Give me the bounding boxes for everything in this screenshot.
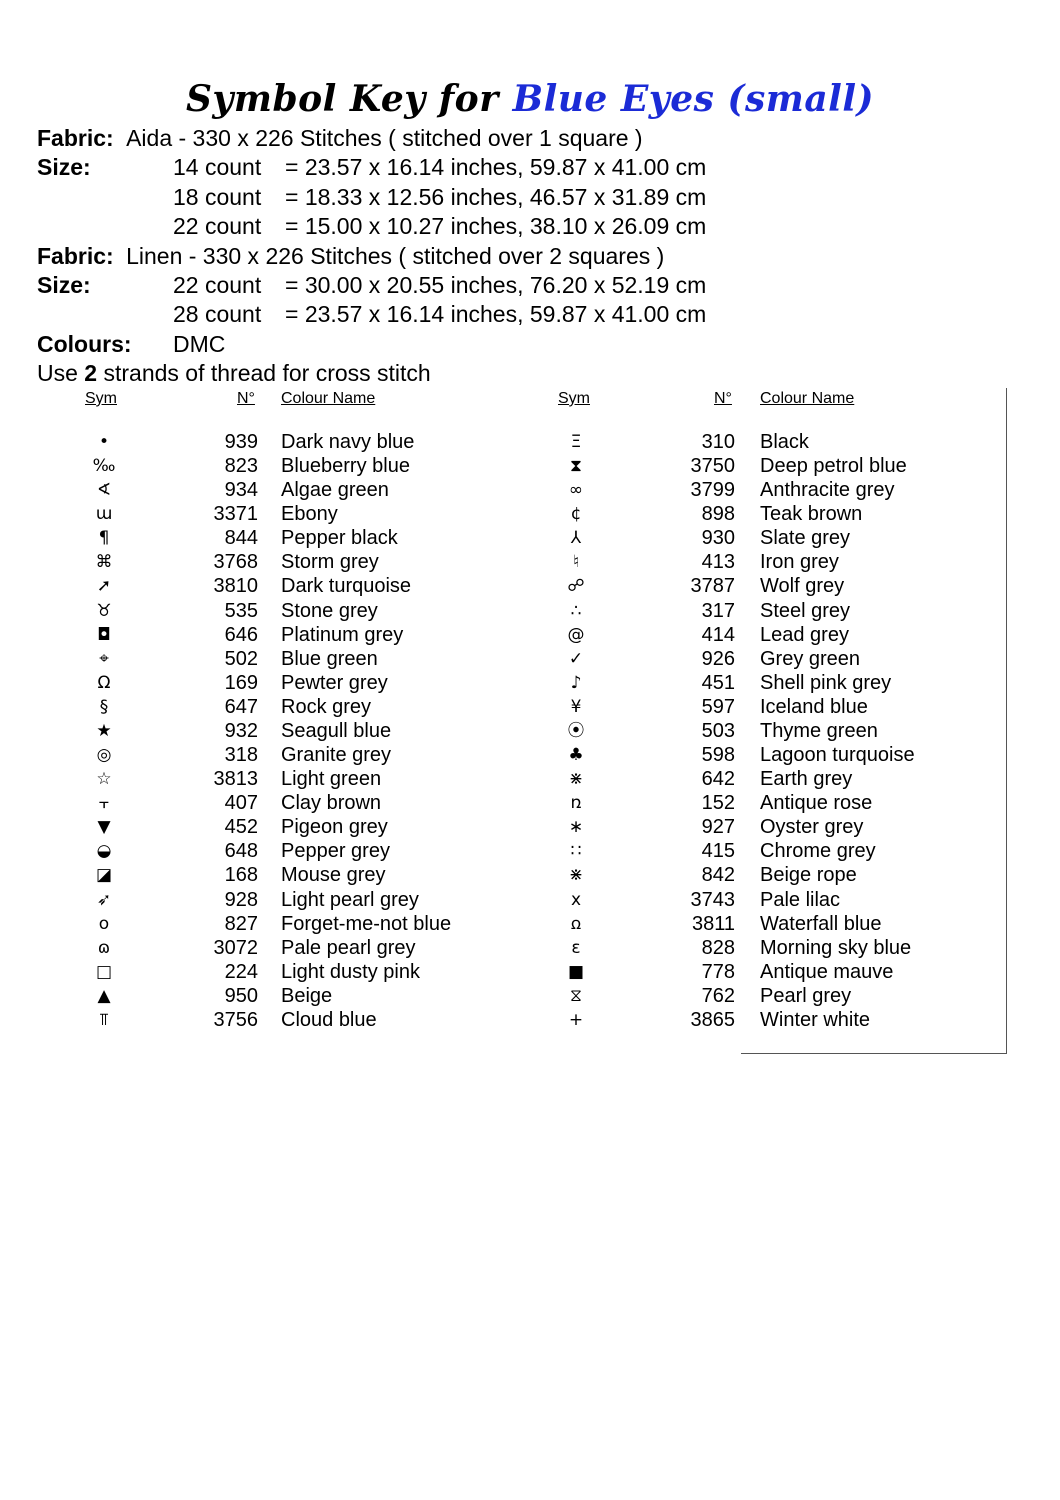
dmc-number: 415 — [701, 840, 735, 863]
colour-name: Seagull blue — [281, 719, 392, 742]
colour-row — [0, 863, 1000, 887]
header-num: N° — [714, 390, 732, 407]
colour-name: Light dusty pink — [281, 960, 420, 983]
stitch-symbol: ➚ — [96, 576, 112, 597]
table-bottom-border — [741, 1053, 1007, 1054]
stitch-symbol: ɯ — [95, 504, 113, 525]
dmc-number: 930 — [701, 527, 735, 550]
colour-row — [0, 550, 1000, 574]
strands-row — [37, 359, 664, 388]
colour-name: Blueberry blue — [281, 455, 410, 478]
colour-row — [0, 671, 1000, 695]
stitch-count: 28 count — [173, 301, 262, 328]
dmc-number: 842 — [701, 864, 735, 887]
stitch-symbol: Ω — [97, 672, 111, 693]
dmc-number: 3072 — [213, 936, 258, 959]
strands-count: 2 — [84, 360, 98, 387]
colour-row — [0, 502, 1000, 526]
colour-name: Slate grey — [760, 527, 851, 550]
colour-row — [0, 719, 1000, 743]
colour-name: Pepper black — [281, 527, 398, 550]
stitch-symbol: ⅄ — [570, 528, 582, 549]
stitch-symbol: ☆ — [96, 769, 112, 790]
colour-name: Beige rope — [760, 864, 857, 887]
colour-row — [0, 647, 1000, 671]
size-row — [37, 183, 707, 212]
dmc-number: 598 — [701, 744, 735, 767]
dmc-number: 597 — [701, 695, 735, 718]
colour-row — [0, 767, 1000, 791]
dmc-number: 152 — [701, 792, 735, 815]
dmc-number: 3743 — [690, 888, 735, 911]
colour-name: Pigeon grey — [281, 816, 388, 839]
colour-name: Rock grey — [281, 695, 372, 718]
dmc-number: 926 — [701, 647, 735, 670]
stitch-symbol: ➶ — [96, 889, 112, 910]
colour-name: Earth grey — [760, 768, 853, 791]
colour-name: Oyster grey — [760, 816, 864, 839]
stitch-symbol: + — [568, 1009, 584, 1030]
fabric-label: Fabric: — [37, 125, 114, 151]
dmc-number: 451 — [701, 671, 735, 694]
stitch-symbol: ■ — [567, 961, 585, 982]
fabric-linen-text: Linen - 330 x 226 Stitches ( stitched over 2 squares ) — [126, 242, 665, 269]
colour-name: Iron grey — [760, 551, 839, 574]
dmc-number: 927 — [701, 816, 735, 839]
dmc-number: 827 — [224, 912, 258, 935]
colour-name: Stone grey — [281, 599, 378, 622]
stitch-symbol: x — [570, 889, 582, 910]
stitch-symbol: ♪ — [570, 672, 582, 693]
colour-name: Lagoon turquoise — [760, 744, 915, 767]
colour-name: Teak brown — [760, 503, 863, 526]
colour-name: Light pearl grey — [281, 888, 419, 911]
colour-name: Antique mauve — [760, 960, 894, 983]
colour-name: Pearl grey — [760, 984, 852, 1007]
colour-row — [0, 478, 1000, 502]
stitch-symbol: ¥ — [570, 696, 582, 717]
stitch-symbol: ⌖ — [99, 648, 109, 669]
colour-row — [0, 839, 1000, 863]
dmc-number: 318 — [224, 744, 258, 767]
fabric-linen-row — [37, 242, 664, 271]
stitch-symbol: ▲ — [97, 985, 111, 1006]
dmc-number: 3799 — [690, 479, 735, 502]
colour-row — [0, 454, 1000, 478]
stitch-symbol: ɛ — [571, 937, 581, 958]
stitch-count: 18 count — [173, 183, 262, 210]
title-prefix: Symbol Key for — [185, 78, 499, 120]
colour-name: Grey green — [760, 647, 861, 670]
dmc-number: 898 — [701, 503, 735, 526]
dmc-number: 932 — [224, 719, 258, 742]
colour-row — [0, 574, 1000, 598]
dmc-number: 535 — [224, 599, 258, 622]
colour-name: Clay brown — [281, 792, 382, 815]
colour-name: Chrome grey — [760, 840, 876, 863]
stitch-symbol: Ξ — [570, 432, 582, 452]
stitch-symbol: ꭥ — [570, 913, 582, 934]
dmc-number: 502 — [224, 647, 258, 670]
colour-name: Wolf grey — [760, 575, 845, 598]
dmc-number: 646 — [224, 623, 258, 646]
strands-pre: Use — [37, 360, 85, 387]
stitch-symbol: ♉ — [96, 600, 112, 621]
stitch-symbol: § — [99, 696, 109, 717]
size-row — [37, 153, 707, 182]
stitch-symbol: ռ — [570, 793, 582, 814]
dmc-number: 224 — [224, 960, 258, 983]
stitch-symbol: ★ — [96, 720, 112, 741]
colour-row — [0, 815, 1000, 839]
colour-row — [0, 623, 1000, 647]
colour-name: Forget-me-not blue — [281, 912, 452, 935]
dmc-number: 844 — [224, 527, 258, 550]
colour-name: Iceland blue — [760, 695, 868, 718]
pattern-name: Blue Eyes (small) — [512, 78, 875, 120]
colour-name: Lead grey — [760, 623, 849, 646]
stitch-symbol: ¶ — [98, 528, 110, 549]
stitch-symbol: ⫟ — [98, 793, 110, 814]
finished-size: = 30.00 x 20.55 inches, 76.20 x 52.19 cm — [285, 271, 707, 298]
size-label: Size: — [37, 154, 91, 181]
fabric-label: Fabric: — [37, 242, 114, 269]
stitch-symbol: ⧗ — [570, 456, 582, 477]
colour-name: Cloud blue — [281, 1008, 377, 1031]
stitch-count: 22 count — [173, 271, 262, 298]
stitch-symbol: ∞ — [568, 480, 584, 501]
stitch-symbol: ☍ — [567, 576, 585, 597]
dmc-number: 778 — [701, 960, 735, 983]
dmc-number: 762 — [701, 984, 735, 1007]
finished-size: = 23.57 x 16.14 inches, 59.87 x 41.00 cm — [285, 154, 707, 181]
dmc-number: 3813 — [213, 768, 258, 791]
dmc-number: 452 — [224, 816, 258, 839]
colour-name: Dark navy blue — [281, 431, 415, 453]
colour-name: Winter white — [760, 1008, 871, 1031]
colours-label: Colours: — [37, 330, 132, 357]
colour-name: Algae green — [281, 479, 389, 502]
colour-name: Shell pink grey — [760, 671, 892, 694]
colour-name: Dark turquoise — [281, 575, 412, 598]
colour-name: Mouse grey — [281, 864, 386, 887]
colour-name: Ebony — [281, 503, 338, 526]
stitch-symbol: @ — [567, 624, 585, 645]
colours-row — [37, 330, 664, 359]
colour-row — [0, 430, 1000, 454]
stitch-symbol: • — [98, 432, 110, 452]
colour-row — [0, 960, 1000, 984]
stitch-count: 14 count — [173, 154, 262, 181]
colour-name: Pale pearl grey — [281, 936, 416, 959]
dmc-number: 413 — [701, 551, 735, 574]
stitch-symbol: ¢ — [570, 504, 582, 525]
fabric-aida-row — [37, 124, 664, 153]
pattern-info — [37, 124, 707, 389]
dmc-number: 3811 — [691, 912, 735, 935]
stitch-symbol: ‰ — [92, 456, 116, 477]
dmc-number: 3371 — [213, 503, 258, 526]
dmc-number: 3750 — [690, 455, 735, 478]
finished-size: = 18.33 x 12.56 inches, 46.57 x 31.89 cm — [285, 183, 707, 210]
dmc-number: 3768 — [213, 551, 258, 574]
stitch-symbol: ⧖ — [570, 985, 582, 1006]
stitch-symbol: ▼ — [97, 817, 111, 838]
dmc-number: 642 — [701, 768, 735, 791]
colour-name: Pale lilac — [760, 888, 841, 911]
size-row — [37, 271, 707, 300]
colour-name: Light green — [281, 768, 382, 791]
stitch-symbol: ✓ — [568, 648, 584, 669]
dmc-number: 168 — [224, 864, 258, 887]
stitch-symbol: ⋇ — [568, 865, 584, 886]
colour-name: Platinum grey — [281, 623, 404, 646]
colour-row — [0, 743, 1000, 767]
colour-name: Antique rose — [760, 792, 873, 815]
colour-name: Thyme green — [760, 719, 878, 742]
stitch-symbol: ɷ — [97, 937, 111, 958]
colour-row — [0, 984, 1000, 1008]
stitch-symbol: ◪ — [95, 865, 113, 886]
stitch-symbol: ⋇ — [568, 769, 584, 790]
colour-name: Beige — [281, 984, 333, 1007]
colour-row — [0, 791, 1000, 815]
strands-post: strands of thread for cross stitch — [97, 360, 431, 387]
colour-name: Waterfall blue — [760, 912, 882, 935]
finished-size: = 23.57 x 16.14 inches, 59.87 x 41.00 cm — [285, 301, 707, 328]
dmc-number: 934 — [224, 479, 258, 502]
colour-name: Black — [760, 431, 809, 453]
size-label: Size: — [37, 271, 91, 298]
dmc-number: 928 — [224, 888, 258, 911]
size-row — [37, 212, 707, 241]
colour-name: Blue green — [281, 647, 378, 670]
dmc-number: 648 — [224, 840, 258, 863]
stitch-symbol: ◒ — [96, 841, 112, 862]
fabric-aida-text: Aida - 330 x 226 Stitches ( stitched over 1 square ) — [126, 125, 643, 151]
size-row — [37, 300, 707, 329]
finished-size: = 15.00 x 10.27 inches, 38.10 x 26.09 cm — [285, 213, 707, 240]
colour-row — [0, 936, 1000, 960]
stitch-symbol: ⦿ — [567, 720, 585, 741]
colour-row — [0, 912, 1000, 936]
dmc-number: 3756 — [213, 1008, 258, 1031]
stitch-symbol: o — [98, 913, 110, 934]
header-colour-name: Colour Name — [760, 390, 855, 407]
dmc-number: 939 — [224, 431, 258, 453]
stitch-symbol: ∴ — [570, 600, 582, 621]
header-sym: Sym — [558, 390, 590, 407]
colour-name: Pepper grey — [281, 840, 390, 863]
colour-row — [0, 599, 1000, 623]
colour-name: Granite grey — [281, 744, 392, 767]
dmc-number: 310 — [701, 431, 735, 453]
dmc-number: 950 — [224, 984, 258, 1007]
stitch-symbol: ⫪ — [99, 1009, 109, 1030]
stitch-count: 22 count — [173, 213, 262, 240]
colour-name: Deep petrol blue — [760, 455, 907, 478]
colour-name: Morning sky blue — [760, 936, 912, 959]
colour-row — [0, 526, 1000, 550]
header-num: N° — [237, 390, 255, 407]
dmc-number: 3810 — [213, 575, 258, 598]
dmc-number: 169 — [224, 671, 258, 694]
dmc-number: 3865 — [690, 1008, 735, 1031]
dmc-number: 407 — [224, 792, 258, 815]
dmc-number: 647 — [224, 695, 258, 718]
colour-row — [0, 695, 1000, 719]
dmc-number: 3787 — [690, 575, 735, 598]
stitch-symbol: ⌘ — [95, 552, 113, 573]
colours-value: DMC — [173, 330, 226, 357]
dmc-number: 828 — [701, 936, 735, 959]
dmc-number: 414 — [701, 623, 735, 646]
stitch-symbol: ◘ — [97, 624, 111, 645]
colour-name: Storm grey — [281, 551, 379, 574]
header-colour-name: Colour Name — [281, 390, 376, 407]
stitch-symbol: ∗ — [568, 817, 584, 838]
table-right-border — [1006, 388, 1007, 1054]
dmc-number: 823 — [224, 455, 258, 478]
colour-name: Pewter grey — [281, 671, 388, 694]
stitch-symbol: ♣ — [568, 745, 584, 766]
colour-name: Steel grey — [760, 599, 851, 622]
stitch-symbol: ∷ — [570, 841, 582, 862]
stitch-symbol: □ — [95, 961, 113, 982]
stitch-symbol: ♮ — [572, 552, 580, 573]
page-title — [0, 78, 1060, 120]
stitch-symbol: ∢ — [96, 480, 112, 501]
colour-row — [0, 888, 1000, 912]
header-sym: Sym — [85, 390, 117, 407]
colour-name: Anthracite grey — [760, 479, 895, 502]
colour-row — [0, 1008, 1000, 1032]
dmc-number: 317 — [701, 599, 735, 622]
dmc-number: 503 — [701, 719, 735, 742]
stitch-symbol: ◎ — [96, 745, 112, 766]
